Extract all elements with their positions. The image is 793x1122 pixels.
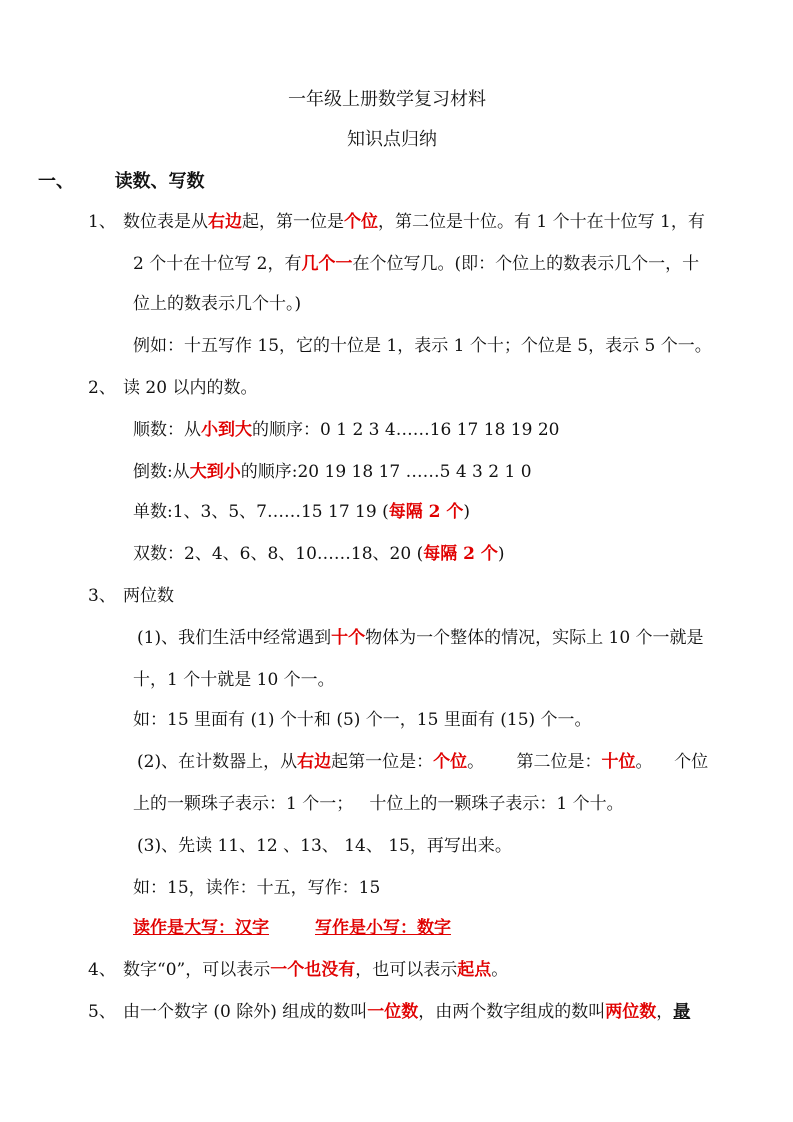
- item3-p3-line1: (3)、先读 11、12 、13、 14、 15，再写出来。: [137, 836, 512, 856]
- doc-subtitle: 知识点归纳: [347, 129, 437, 150]
- highlight-starting-point: 起点: [457, 960, 492, 980]
- odd-text-a: 单数:1、3、5、7……15 17 19 (: [133, 502, 389, 522]
- highlight-ones-place: 个位: [344, 212, 378, 232]
- highlight-large-to-small: 大到小: [189, 462, 241, 482]
- p2-text-a: (2)、在计数器上，从: [137, 752, 298, 772]
- even-text-b: ): [497, 544, 505, 564]
- count-forward: [133, 418, 559, 442]
- p1-text-a: (1)、我们生活中经常遇到: [137, 628, 332, 648]
- item5-number: 5、: [88, 1002, 116, 1022]
- even-text-a: 双数：2、4、6、8、10……18、20 (: [133, 544, 424, 564]
- highlight-ten-items: 十个: [331, 628, 366, 648]
- highlight-ones-place-2: 个位: [433, 752, 468, 772]
- item3-p1-line2: 十，1 个十就是 10 个一。: [133, 670, 335, 690]
- highlight-right-side-2: 右边: [297, 752, 332, 772]
- backward-text-a: 倒数:从: [133, 462, 190, 482]
- highlight-one-digit: 一位数: [367, 1002, 419, 1022]
- p1-text-b: 物体为一个整体的情况，实际上 10 个一就是: [365, 628, 704, 648]
- item2-heading: 读 20 以内的数。: [123, 378, 258, 398]
- item1-text-a: 数位表是从: [123, 212, 208, 232]
- doc-title: 一年级上册数学复习材料: [288, 89, 486, 110]
- item1-line3: 位上的数表示几个十。): [133, 294, 302, 314]
- item3-p1-example: 如：15 里面有 (1) 个十和 (5) 个一，15 里面有 (15) 个一。: [133, 710, 592, 730]
- item3-p1-line1: [137, 626, 704, 650]
- highlight-right-side: 右边: [208, 212, 242, 232]
- backward-text-b: 的顺序:20 19 18 17 ……5 4 3 2 1 0: [240, 462, 532, 482]
- item2-number: 2、: [88, 378, 116, 398]
- highlight-every-two-even: 每隔 2 个: [423, 544, 498, 564]
- section-title: 读数、写数: [114, 171, 205, 192]
- highlight-how-many-ones: 几个一: [301, 254, 353, 274]
- item3-p2-line1: [137, 750, 708, 774]
- section-number: 一、: [38, 171, 74, 192]
- highlight-two-digit: 两位数: [605, 1002, 657, 1022]
- rule-read: 读作是大写：汉字: [133, 918, 269, 938]
- item1-line2: [133, 252, 699, 276]
- count-backward: [133, 460, 532, 484]
- rule-read-write: [133, 916, 451, 940]
- highlight-nothing: 一个也没有: [270, 960, 356, 980]
- forward-text-b: 的顺序：0 1 2 3 4……16 17 18 19 20: [252, 420, 560, 440]
- item4-text-c: 。: [491, 960, 509, 980]
- odd-numbers: [133, 500, 470, 524]
- rule-write: 写作是小写：数字: [315, 918, 451, 938]
- item3-p3-example: 如：15，读作：十五，写作：15: [133, 878, 381, 898]
- p2-text-d: 。 个位: [635, 752, 709, 772]
- item4-number: 4、: [88, 960, 116, 980]
- forward-text-a: 顺数：从: [133, 420, 201, 440]
- item5-text-b: ，由两个数字组成的数叫: [418, 1002, 606, 1022]
- item4-text-b: ，也可以表示: [355, 960, 458, 980]
- item5-text: [123, 1000, 690, 1024]
- item4-text-a: 数字“0”，可以表示: [123, 960, 271, 980]
- section-heading: [38, 170, 205, 194]
- highlight-tens-place: 十位: [601, 752, 636, 772]
- odd-text-b: ): [463, 502, 471, 522]
- item5-text-c: ，: [656, 1002, 674, 1022]
- item1-text-c: ，第二位是十位。有 1 个十在十位写 1，有: [378, 212, 705, 232]
- item4-text: [123, 958, 508, 982]
- item5-continued: 最: [673, 1002, 691, 1022]
- item1-number: 1、: [88, 212, 116, 232]
- p2-text-c: 。 第二位是：: [467, 752, 602, 772]
- item1-example: 例如：十五写作 15，它的十位是 1，表示 1 个十；个位是 5，表示 5 个一。: [133, 336, 712, 356]
- item1-text-b: 起，第一位是: [242, 212, 344, 232]
- item1-line1: [123, 210, 705, 234]
- item3-number: 3、: [88, 586, 116, 606]
- highlight-every-two-odd: 每隔 2 个: [388, 502, 464, 522]
- item3-p2-line2: 上的一颗珠子表示：1 个一； 十位上的一颗珠子表示：1 个十。: [133, 794, 624, 814]
- item5-text-a: 由一个数字 (0 除外) 组成的数叫: [123, 1002, 368, 1022]
- highlight-small-to-large: 小到大: [201, 420, 252, 440]
- p2-text-b: 起第一位是：: [331, 752, 434, 772]
- item3-heading: 两位数: [123, 586, 174, 606]
- even-numbers: [133, 542, 505, 566]
- item1-text-e: 在个位写几。(即：个位上的数表示几个一，十: [352, 254, 700, 274]
- item1-text-d: 2 个十在十位写 2，有: [133, 254, 302, 274]
